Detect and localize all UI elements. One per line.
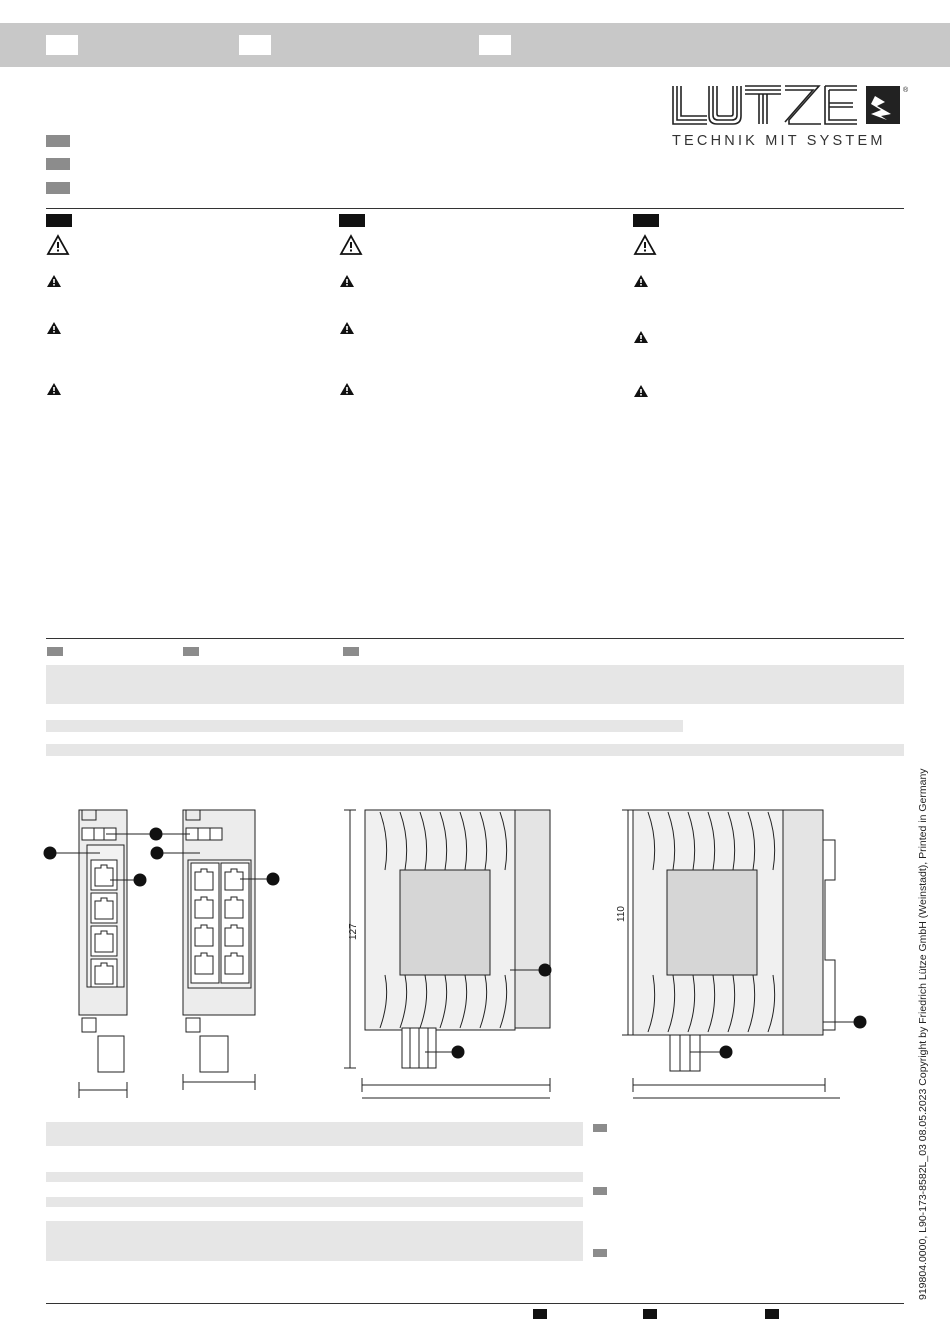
language-marker-small-2 [183, 647, 199, 656]
warning-triangle-outline-icon [339, 234, 363, 256]
section-marker-small [533, 1309, 547, 1319]
text-line-placeholder [46, 1172, 583, 1182]
front-view-large [183, 810, 255, 1090]
section-marker-small [765, 1309, 779, 1319]
warning-triangle-filled-icon [339, 274, 355, 288]
callout-dot-icon [854, 1016, 867, 1029]
callout-dot-icon [44, 847, 57, 860]
callout-dot-icon [134, 874, 147, 887]
warning-triangle-outline-icon [46, 234, 70, 256]
warning-triangle-filled-icon [633, 384, 649, 398]
callout-dot-icon [452, 1046, 465, 1059]
text-line-placeholder [46, 1197, 583, 1207]
dimension-drawings [40, 800, 870, 1110]
warning-triangle-filled-icon [339, 321, 355, 335]
copyright-vertical-text: 919804.0000, L90-173-8582L_03 08.05.2023 Copyright by Friedrich Lütze GmbH (Weinstadt), Printed in Germany [917, 768, 929, 1300]
language-marker-small-1 [47, 647, 63, 656]
warning-triangle-filled-icon [633, 274, 649, 288]
callout-dot-icon [150, 828, 163, 841]
section-marker [633, 214, 659, 227]
language-marker-1 [46, 135, 70, 147]
warning-triangle-filled-icon [46, 274, 62, 288]
safety-column-1 [46, 214, 326, 414]
language-marker-small [593, 1124, 607, 1132]
logo-tagline: TECHNIK MIT SYSTEM [672, 133, 886, 149]
language-marker-2 [46, 158, 70, 170]
language-tab-1[interactable] [46, 35, 78, 55]
warning-triangle-filled-icon [339, 382, 355, 396]
text-block-placeholder [46, 665, 904, 704]
callout-dot-icon [539, 964, 552, 977]
section-divider-bottom [46, 1303, 904, 1304]
callout-dot-icon [720, 1046, 733, 1059]
safety-column-2 [339, 214, 619, 414]
warning-triangle-filled-icon [46, 321, 62, 335]
dimension-label-110: 110 [616, 906, 627, 922]
callout-dot-icon [151, 847, 164, 860]
callout-dot-icon [267, 873, 280, 886]
section-marker [46, 214, 72, 227]
side-view-127 [344, 810, 550, 1098]
section-divider-middle [46, 638, 904, 639]
text-line-placeholder [46, 744, 904, 756]
language-tab-2[interactable] [239, 35, 271, 55]
section-marker [339, 214, 365, 227]
header-bar [0, 23, 950, 67]
language-marker-3 [46, 182, 70, 194]
language-marker-small [593, 1187, 607, 1195]
warning-triangle-filled-icon [633, 330, 649, 344]
section-divider-top [46, 208, 904, 209]
language-marker-small-3 [343, 647, 359, 656]
text-line-placeholder [46, 720, 683, 732]
warning-triangle-filled-icon [46, 382, 62, 396]
text-block-placeholder [46, 1122, 583, 1146]
language-marker-small [593, 1249, 607, 1257]
language-tab-3[interactable] [479, 35, 511, 55]
safety-column-3 [633, 214, 903, 414]
section-marker-small [643, 1309, 657, 1319]
text-block-placeholder [46, 1221, 583, 1261]
logo-wordmark [671, 84, 911, 132]
dimension-label-127: 127 [348, 923, 359, 940]
warning-triangle-outline-icon [633, 234, 657, 256]
registered-mark: ® [903, 87, 909, 94]
